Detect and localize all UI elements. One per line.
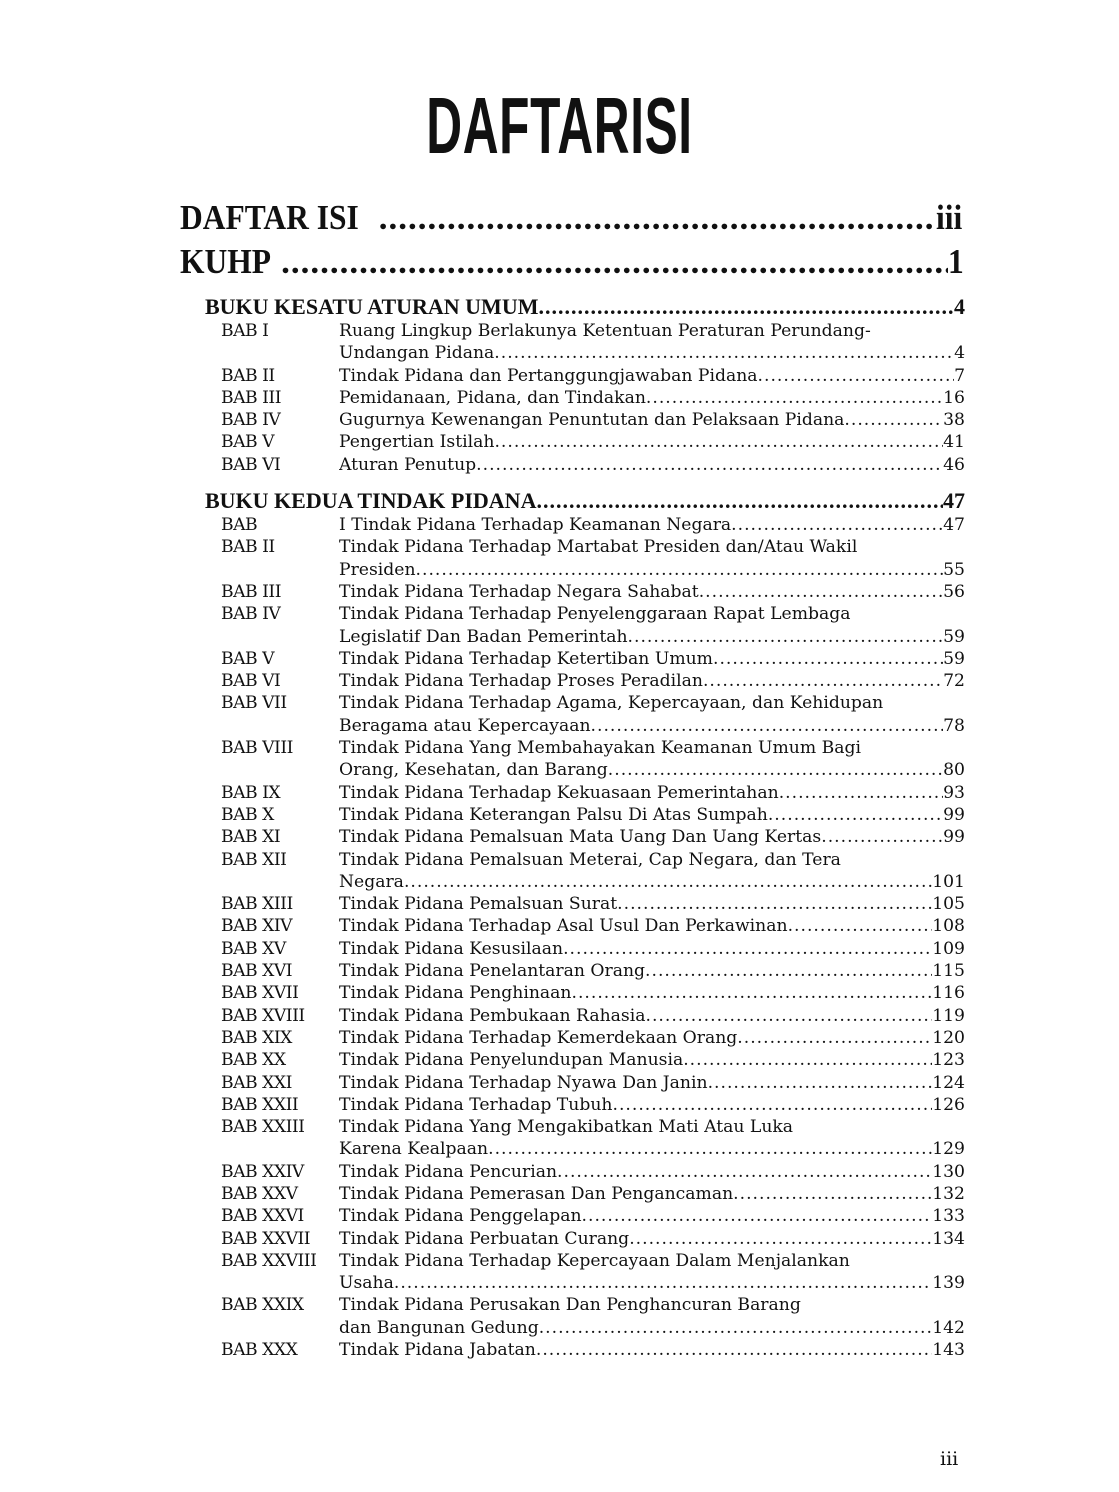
dot-leader bbox=[779, 782, 943, 804]
chapter-number: BAB XIX bbox=[221, 1027, 292, 1048]
chapter-number: BAB VIII bbox=[221, 738, 293, 759]
chapter-page: 93 bbox=[943, 782, 965, 803]
dot-leader bbox=[539, 1317, 932, 1339]
dot-leader bbox=[281, 242, 947, 282]
toc-chapter-entry[interactable] bbox=[221, 915, 965, 937]
chapter-page: 115 bbox=[932, 961, 965, 982]
chapter-title-line: Legislatif Dan Badan Pemerintah bbox=[339, 626, 628, 647]
toc-chapter-entry[interactable] bbox=[221, 692, 965, 737]
chapter-title-line: Karena Kealpaan bbox=[339, 1139, 489, 1160]
chapter-page: 16 bbox=[943, 387, 965, 408]
dot-leader bbox=[563, 938, 932, 960]
dot-leader bbox=[699, 581, 943, 603]
chapter-page: 130 bbox=[932, 1161, 965, 1182]
dot-leader bbox=[628, 626, 944, 648]
dot-leader bbox=[404, 871, 932, 893]
chapter-number: BAB XXVIII bbox=[221, 1250, 317, 1271]
chapter-number: BAB III bbox=[221, 387, 282, 408]
chapter-page: 46 bbox=[943, 454, 965, 475]
dot-leader bbox=[737, 1027, 932, 1049]
chapter-number: BAB IV bbox=[221, 410, 281, 431]
chapter-number: BAB XXIX bbox=[221, 1295, 304, 1316]
dot-leader bbox=[708, 1072, 933, 1094]
chapter-title-line: Tindak Pidana Terhadap Asal Usul Dan Perkawinan bbox=[339, 916, 788, 937]
chapter-title-line: Undangan Pidana bbox=[339, 343, 495, 364]
chapter-number: BAB XIV bbox=[221, 916, 293, 937]
chapter-number: BAB XXVII bbox=[221, 1228, 311, 1249]
chapter-title-line: Tindak Pidana Pemalsuan Mata Uang Dan Uang Kertas bbox=[339, 827, 822, 848]
toc-chapter-entry[interactable] bbox=[221, 409, 965, 431]
chapter-page: 101 bbox=[932, 871, 965, 892]
toc-chapter-entry[interactable] bbox=[221, 648, 965, 670]
chapter-page: 123 bbox=[932, 1050, 965, 1071]
toc-chapter-entry[interactable] bbox=[221, 1094, 965, 1116]
chapter-number: BAB VI bbox=[221, 671, 281, 692]
chapter-title-line: Tindak Pidana Penghinaan bbox=[339, 983, 572, 1004]
chapter-number: BAB XVII bbox=[221, 983, 299, 1004]
chapter-title-line: Tindak Pidana Pemalsuan Meterai, Cap Negara, dan Tera bbox=[339, 849, 841, 870]
dot-leader bbox=[536, 1339, 932, 1361]
dot-leader bbox=[494, 431, 943, 453]
chapter-number: BAB III bbox=[221, 581, 282, 602]
chapter-number: BAB VI bbox=[221, 454, 281, 475]
chapter-page: 59 bbox=[943, 648, 965, 669]
chapter-page: 129 bbox=[932, 1139, 965, 1160]
chapter-page: 56 bbox=[943, 581, 965, 602]
dot-leader bbox=[591, 715, 944, 737]
dot-leader bbox=[494, 342, 954, 364]
toc-chapter-entry[interactable] bbox=[221, 1183, 965, 1205]
chapter-page: 132 bbox=[932, 1183, 965, 1204]
chapter-number: BAB XI bbox=[221, 827, 281, 848]
toc-book-entry[interactable] bbox=[205, 294, 965, 320]
chapter-title-line: Tindak Pidana Penelantaran Orang bbox=[339, 961, 646, 982]
chapter-number: BAB XIII bbox=[221, 894, 293, 915]
dot-leader bbox=[821, 826, 943, 848]
chapter-title-line: Tindak Pidana Yang Mengakibatkan Mati Atau Luka bbox=[339, 1117, 794, 1138]
chapter-page: 108 bbox=[932, 916, 965, 937]
book-title: BUKU KEDUA TINDAK PIDANA bbox=[205, 488, 537, 514]
book-page: 47 bbox=[943, 488, 965, 514]
toc-chapter-entry[interactable] bbox=[221, 1072, 965, 1094]
chapter-title-line: Tindak Pidana Terhadap Martabat Presiden dan/Atau Wakil bbox=[339, 537, 858, 558]
chapter-page: 139 bbox=[932, 1273, 965, 1294]
chapter-number: BAB XXII bbox=[221, 1094, 299, 1115]
book-title: BUKU KESATU ATURAN UMUM bbox=[205, 294, 539, 319]
dot-leader bbox=[703, 670, 943, 692]
chapter-number: BAB bbox=[221, 515, 258, 536]
chapter-number: BAB V bbox=[221, 648, 275, 669]
toc-chapter-entry[interactable] bbox=[221, 1005, 965, 1027]
chapter-page: 55 bbox=[943, 559, 965, 580]
chapter-page: 38 bbox=[943, 410, 965, 431]
chapter-number: BAB X bbox=[221, 804, 274, 825]
toc-chapter-entry[interactable] bbox=[221, 536, 965, 581]
chapter-page: 142 bbox=[932, 1317, 965, 1338]
dot-leader bbox=[683, 1049, 932, 1071]
dot-leader bbox=[379, 198, 936, 238]
chapter-title-line: Tindak Pidana Pemalsuan Surat bbox=[339, 894, 618, 915]
toc-chapter-entry[interactable] bbox=[221, 893, 965, 915]
chapter-title-line: Pengertian Istilah bbox=[339, 432, 495, 453]
chapter-title-line: Tindak Pidana dan Pertanggungjawaban Pidana bbox=[339, 365, 758, 386]
dot-leader bbox=[476, 454, 943, 476]
chapter-number: BAB V bbox=[221, 432, 275, 453]
toc-book-entry[interactable] bbox=[205, 488, 965, 514]
chapter-number: BAB II bbox=[221, 537, 275, 558]
toc-entry-label: KUHP bbox=[180, 242, 271, 281]
book-page: 4 bbox=[954, 294, 965, 319]
toc-chapter-entry[interactable] bbox=[221, 1205, 965, 1227]
dot-leader bbox=[788, 915, 933, 937]
dot-leader bbox=[844, 409, 943, 431]
chapter-title-line: Tindak Pidana Terhadap Tubuh bbox=[339, 1094, 613, 1115]
dot-leader bbox=[557, 1161, 932, 1183]
chapter-number: BAB VII bbox=[221, 693, 287, 714]
page-title: DAFTARISI bbox=[426, 81, 693, 170]
toc-chapter-entry[interactable] bbox=[221, 849, 965, 894]
toc-chapter-entry[interactable] bbox=[221, 454, 965, 476]
chapter-page: 72 bbox=[943, 671, 965, 692]
chapter-page: 47 bbox=[943, 515, 965, 536]
chapter-title-line: Tindak Pidana Terhadap Kepercayaan Dalam Menjalankan bbox=[339, 1250, 850, 1271]
toc-chapter-entry[interactable] bbox=[221, 1250, 965, 1295]
dot-leader bbox=[582, 1205, 933, 1227]
toc-chapter-entry[interactable] bbox=[221, 365, 965, 387]
chapter-number: BAB XXV bbox=[221, 1183, 298, 1204]
toc-entry-kuhp[interactable] bbox=[180, 242, 965, 286]
chapter-title-line: Tindak Pidana Kesusilaan bbox=[339, 938, 564, 959]
dot-leader bbox=[536, 488, 943, 514]
chapter-title-line: Beragama atau Kepercayaan bbox=[339, 715, 591, 736]
chapter-title-line: Usaha bbox=[339, 1273, 394, 1294]
chapter-page: 78 bbox=[943, 715, 965, 736]
chapter-page: 41 bbox=[943, 432, 965, 453]
chapter-title-line: Tindak Pidana Jabatan bbox=[339, 1340, 536, 1361]
toc-entry-page: iii bbox=[935, 198, 963, 237]
chapter-page: 99 bbox=[943, 804, 965, 825]
dot-leader bbox=[731, 514, 943, 536]
dot-leader bbox=[645, 960, 932, 982]
chapter-number: BAB XXIII bbox=[221, 1117, 305, 1138]
chapter-title-line: Tindak Pidana Penggelapan bbox=[339, 1206, 582, 1227]
dot-leader bbox=[617, 893, 932, 915]
toc-chapter-entry[interactable] bbox=[221, 387, 965, 409]
dot-leader bbox=[713, 648, 943, 670]
toc-chapter-entry[interactable] bbox=[221, 804, 965, 826]
chapter-title-line: Aturan Penutup bbox=[339, 454, 477, 475]
chapter-number: BAB XXI bbox=[221, 1072, 292, 1093]
dot-leader bbox=[394, 1272, 932, 1294]
chapter-page: 7 bbox=[954, 365, 965, 386]
dot-leader bbox=[768, 804, 943, 826]
chapter-title-line: dan Bangunan Gedung bbox=[339, 1317, 539, 1338]
chapter-number: BAB II bbox=[221, 365, 275, 386]
chapter-page: 134 bbox=[932, 1228, 965, 1249]
chapter-title-line: Ruang Lingkup Berlakunya Ketentuan Peraturan Perundang- bbox=[339, 321, 871, 341]
chapter-number: BAB XVIII bbox=[221, 1005, 305, 1026]
chapter-title-line: Tindak Pidana Perusakan Dan Penghancuran Barang bbox=[339, 1295, 801, 1316]
chapter-number: BAB XXX bbox=[221, 1340, 298, 1361]
chapter-page: 80 bbox=[943, 760, 965, 781]
toc-chapter-entry[interactable] bbox=[221, 782, 965, 804]
toc-chapter-entry[interactable] bbox=[221, 1228, 965, 1250]
dot-leader bbox=[571, 982, 932, 1004]
chapter-title-line: Tindak Pidana Terhadap Penyelenggaraan Rapat Lembaga bbox=[339, 604, 851, 625]
chapter-title-line: Tindak Pidana Pemerasan Dan Pengancaman bbox=[339, 1183, 734, 1204]
toc-chapter-entry[interactable] bbox=[221, 1027, 965, 1049]
toc-chapter-entry[interactable] bbox=[221, 982, 965, 1004]
dot-leader bbox=[629, 1228, 932, 1250]
chapter-title-line: Pemidanaan, Pidana, dan Tindakan bbox=[339, 387, 646, 408]
chapter-title-line: Tindak Pidana Terhadap Kekuasaan Pemerintahan bbox=[339, 782, 779, 803]
toc-chapter-entry[interactable] bbox=[221, 603, 965, 648]
chapter-number: BAB XVI bbox=[221, 961, 293, 982]
toc-chapter-entry[interactable] bbox=[221, 737, 965, 782]
dot-leader bbox=[758, 365, 955, 387]
chapter-title-line: Tindak Pidana Terhadap Kemerdekaan Orang bbox=[339, 1027, 738, 1048]
chapter-page: 120 bbox=[932, 1027, 965, 1048]
dot-leader bbox=[733, 1183, 932, 1205]
toc-chapter-entry[interactable] bbox=[221, 431, 965, 453]
chapter-number: BAB XX bbox=[221, 1050, 286, 1071]
chapter-title-line: Negara bbox=[339, 871, 404, 892]
toc-chapter-entry[interactable] bbox=[221, 1161, 965, 1183]
toc-entry-label: DAFTAR ISI bbox=[180, 198, 359, 237]
chapter-title-line: Tindak Pidana Terhadap Proses Peradilan bbox=[339, 671, 703, 692]
chapter-page: 4 bbox=[954, 343, 965, 364]
chapter-page: 126 bbox=[932, 1094, 965, 1115]
chapter-page: 109 bbox=[932, 938, 965, 959]
chapter-page: 119 bbox=[932, 1005, 965, 1026]
chapter-title-line: Tindak Pidana Terhadap Ketertiban Umum bbox=[339, 648, 713, 669]
toc-chapter-entry[interactable] bbox=[221, 670, 965, 692]
chapter-title-line: Tindak Pidana Keterangan Palsu Di Atas Sumpah bbox=[339, 804, 768, 825]
chapter-page: 59 bbox=[943, 626, 965, 647]
toc-chapter-entry[interactable] bbox=[221, 514, 965, 536]
chapter-number: BAB I bbox=[221, 321, 269, 341]
toc-entry-daftar-isi[interactable] bbox=[180, 198, 965, 242]
chapter-title-line: I Tindak Pidana Terhadap Keamanan Negara bbox=[339, 515, 732, 536]
chapter-title-line: Tindak Pidana Pencurian bbox=[339, 1161, 558, 1182]
chapter-number: BAB XXIV bbox=[221, 1161, 304, 1182]
chapter-page: 116 bbox=[932, 983, 965, 1004]
toc-chapter-entry[interactable] bbox=[221, 581, 965, 603]
dot-leader bbox=[646, 1005, 933, 1027]
toc-chapter-entry[interactable] bbox=[221, 960, 965, 982]
toc-entry-page: 1 bbox=[947, 242, 964, 281]
toc-chapter-entry[interactable] bbox=[221, 320, 965, 365]
toc-chapter-entry[interactable] bbox=[221, 1294, 965, 1339]
chapter-page: 143 bbox=[932, 1340, 965, 1361]
dot-leader bbox=[488, 1138, 932, 1160]
page-number: iii bbox=[940, 1448, 959, 1470]
chapter-number: BAB XII bbox=[221, 849, 287, 870]
chapter-title-line: Gugurnya Kewenangan Penuntutan dan Pelaksaan Pidana bbox=[339, 410, 845, 431]
chapter-number: BAB XV bbox=[221, 938, 286, 959]
dot-leader bbox=[608, 759, 943, 781]
chapter-title-line: Tindak Pidana Penyelundupan Manusia bbox=[339, 1050, 684, 1071]
chapter-title-line: Tindak Pidana Terhadap Agama, Kepercayaan, dan Kehidupan bbox=[339, 693, 884, 714]
toc-chapter-entry[interactable] bbox=[221, 938, 965, 960]
chapter-page: 105 bbox=[932, 894, 965, 915]
dot-leader bbox=[416, 559, 944, 581]
chapter-title-line: Tindak Pidana Terhadap Nyawa Dan Janin bbox=[339, 1072, 708, 1093]
chapter-number: BAB IX bbox=[221, 782, 281, 803]
chapter-page: 124 bbox=[932, 1072, 965, 1093]
chapter-page: 99 bbox=[943, 827, 965, 848]
table-of-contents bbox=[180, 198, 965, 1361]
dot-leader bbox=[646, 387, 943, 409]
dot-leader bbox=[538, 294, 954, 320]
chapter-title-line: Presiden bbox=[339, 559, 416, 580]
toc-chapter-entry[interactable] bbox=[221, 826, 965, 848]
toc-chapter-entry[interactable] bbox=[221, 1116, 965, 1161]
chapter-page: 133 bbox=[932, 1206, 965, 1227]
toc-chapter-entry[interactable] bbox=[221, 1049, 965, 1071]
chapter-number: BAB IV bbox=[221, 604, 281, 625]
chapter-title-line: Orang, Kesehatan, dan Barang bbox=[339, 760, 608, 781]
toc-chapter-entry[interactable] bbox=[221, 1339, 965, 1361]
chapter-title-line: Tindak Pidana Yang Membahayakan Keamanan Umum Bagi bbox=[339, 738, 862, 759]
chapter-title-line: Tindak Pidana Perbuatan Curang bbox=[339, 1228, 630, 1249]
dot-leader bbox=[612, 1094, 932, 1116]
chapter-number: BAB XXVI bbox=[221, 1206, 304, 1227]
chapter-title-line: Tindak Pidana Terhadap Negara Sahabat bbox=[339, 581, 699, 602]
chapter-title-line: Tindak Pidana Pembukaan Rahasia bbox=[339, 1005, 646, 1026]
